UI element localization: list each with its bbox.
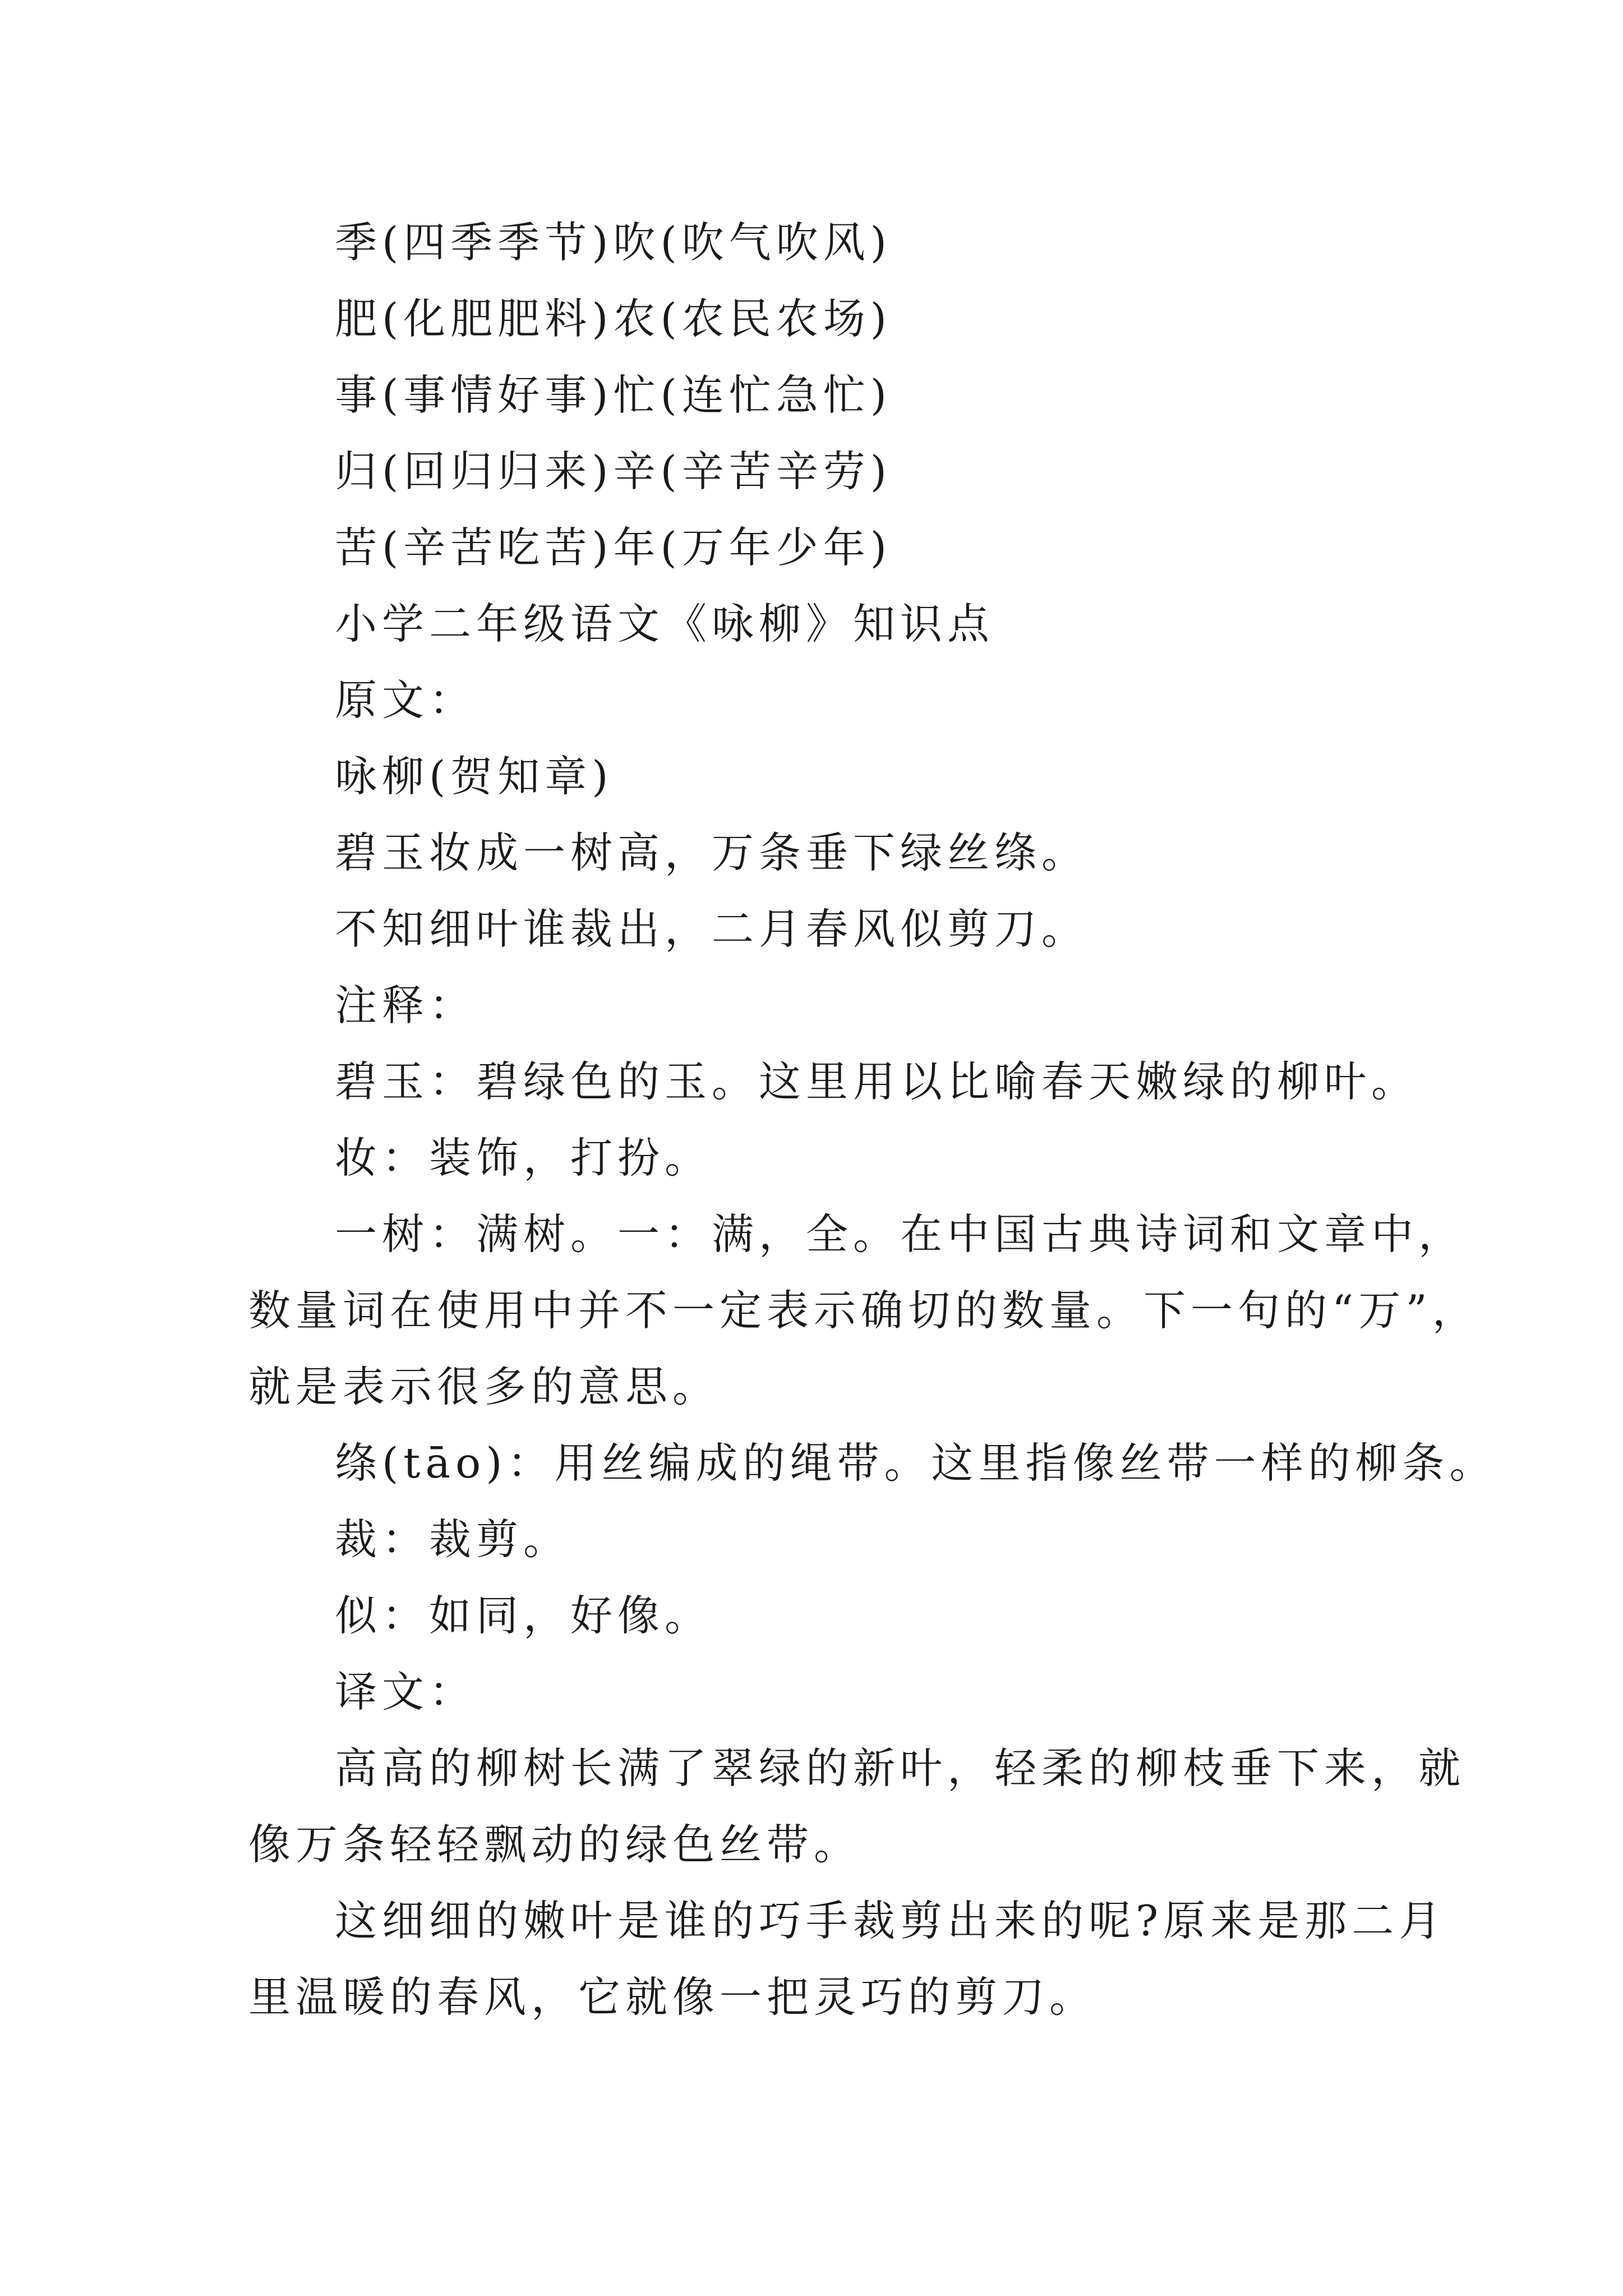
poem-title: 咏柳(贺知章) — [335, 752, 614, 801]
poem-line-1: 碧玉妆成一树高，万条垂下绿丝绦。 — [335, 828, 1089, 877]
note-si: 似：如同，好像。 — [335, 1591, 712, 1640]
note-tao: 绦(tāo)：用丝编成的绳带。这里指像丝带一样的柳条。 — [335, 1438, 1497, 1488]
translation-p1-line-2: 像万条轻轻飘动的绿色丝带。 — [248, 1820, 861, 1869]
note-yishu-line-2: 数量词在使用中并不一定表示确切的数量。下一句的“万”， — [248, 1286, 1479, 1335]
translation-p2-line-1: 这细细的嫩叶是谁的巧手裁剪出来的呢?原来是那二月 — [335, 1896, 1446, 1945]
vocab-line-3: 事(事情好事)忙(连忙急忙) — [335, 370, 892, 420]
note-yishu-line-3: 就是表示很多的意思。 — [248, 1362, 720, 1411]
note-zhuang: 妆：装饰，打扮。 — [335, 1133, 712, 1182]
vocab-line-4: 归(回归归来)辛(辛苦辛劳) — [335, 447, 892, 496]
heading-translation: 译文： — [335, 1667, 477, 1717]
heading-notes: 注释： — [335, 981, 477, 1030]
heading-original-text: 原文： — [335, 675, 477, 725]
vocab-line-1: 季(四季季节)吹(吹气吹风) — [335, 218, 892, 267]
vocab-line-5: 苦(辛苦吃苦)年(万年少年) — [335, 523, 892, 572]
note-yishu-line-1: 一树：满树。一：满，全。在中国古典诗词和文章中， — [335, 1209, 1466, 1259]
translation-p2-line-2: 里温暖的春风，它就像一把灵巧的剪刀。 — [248, 1972, 1097, 2022]
translation-p1-line-1: 高高的柳树长满了翠绿的新叶，轻柔的柳枝垂下来，就 — [335, 1743, 1466, 1793]
note-cai: 裁：裁剪。 — [335, 1515, 571, 1564]
vocab-line-2: 肥(化肥肥料)农(农民农场) — [335, 294, 892, 343]
note-biyu: 碧玉：碧绿色的玉。这里用以比喻春天嫩绿的柳叶。 — [335, 1057, 1419, 1106]
poem-line-2: 不知细叶谁裁出，二月春风似剪刀。 — [335, 904, 1089, 954]
section-title: 小学二年级语文《咏柳》知识点 — [335, 599, 995, 648]
